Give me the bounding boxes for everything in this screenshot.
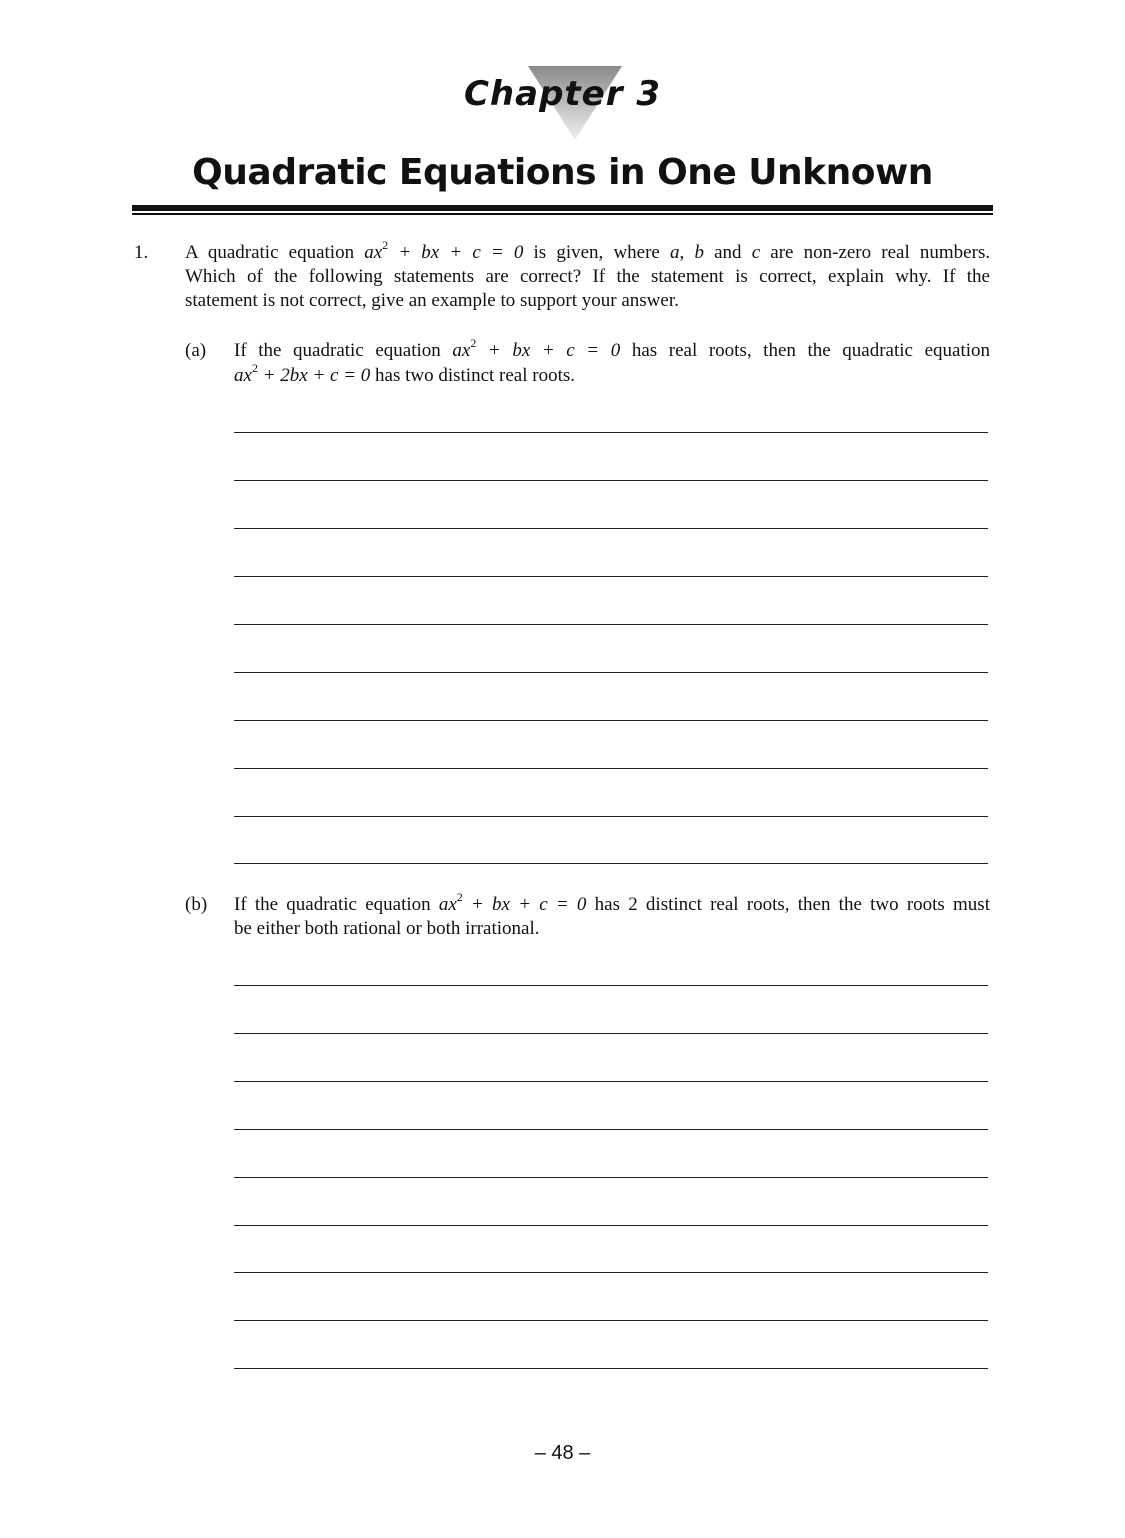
- variable-c: c: [751, 242, 761, 263]
- intro-text: and: [714, 242, 742, 263]
- answer-line[interactable]: [234, 624, 988, 625]
- answer-line[interactable]: [234, 1320, 988, 1321]
- answer-line[interactable]: [234, 672, 988, 673]
- answer-line[interactable]: [234, 576, 988, 577]
- intro-text: A quadratic equation: [185, 242, 355, 263]
- intro-text: are non-zero real numbers.: [770, 242, 991, 263]
- part-a-line-2: $ax^2 + 2bx + c = 0$ has two distinct real roots.: [234, 360, 576, 386]
- answer-line[interactable]: [234, 1225, 988, 1226]
- intro-text: is given, where: [533, 242, 660, 263]
- answer-line[interactable]: [234, 863, 988, 864]
- page-title: Quadratic Equations in One Unknown: [192, 152, 933, 193]
- answer-line[interactable]: [234, 1177, 988, 1178]
- part-a-line-1: If the quadratic equation $ax^2$ + bx + c = 0 has real roots, then the quadratic equation: [234, 335, 991, 361]
- question-intro-line-1: A quadratic equation $ax^2$ + bx + c = 0 is given, where a, b and c are non-zero real numbers.: [185, 237, 991, 263]
- answer-line[interactable]: [234, 480, 988, 481]
- equation: $ax^2$ + bx + c = 0: [452, 335, 621, 361]
- answer-line[interactable]: [234, 720, 988, 721]
- equation: $ax^2 + 2bx + c = 0$: [234, 360, 371, 386]
- answer-line[interactable]: [234, 768, 988, 769]
- part-a-label: (a): [185, 340, 207, 361]
- title-divider-thin: [132, 213, 993, 215]
- variable-b: b: [694, 242, 704, 263]
- chapter-label: Chapter 3: [463, 74, 661, 114]
- part-b-line-1: If the quadratic equation $ax^2$ + bx + c = 0 has 2 distinct real roots, then the two roots must: [234, 889, 990, 915]
- title-divider-thick: [132, 205, 993, 211]
- part-b-line-2: be either both rational or both irrational.: [234, 918, 540, 939]
- question-intro-line-2: Which of the following statements are correct? If the statement is correct, explain why. If the: [185, 266, 990, 287]
- answer-line[interactable]: [234, 816, 988, 817]
- answer-line[interactable]: [234, 985, 988, 986]
- answer-line[interactable]: [234, 1081, 988, 1082]
- page-number: – 48 –: [534, 1442, 591, 1464]
- variable-a: a: [670, 242, 680, 263]
- answer-line[interactable]: [234, 1368, 988, 1369]
- question-number: 1.: [134, 242, 149, 263]
- answer-line[interactable]: [234, 432, 988, 433]
- answer-line[interactable]: [234, 1033, 988, 1034]
- equation: $ax^2$ + bx + c = 0: [438, 889, 587, 915]
- question-intro-line-3: statement is not correct, give an example to support your answer.: [185, 290, 679, 311]
- answer-line[interactable]: [234, 1129, 988, 1130]
- part-b-label: (b): [185, 894, 208, 915]
- equation: $ax^2$ + bx + c = 0: [364, 237, 524, 263]
- answer-line[interactable]: [234, 528, 988, 529]
- answer-line[interactable]: [234, 1272, 988, 1273]
